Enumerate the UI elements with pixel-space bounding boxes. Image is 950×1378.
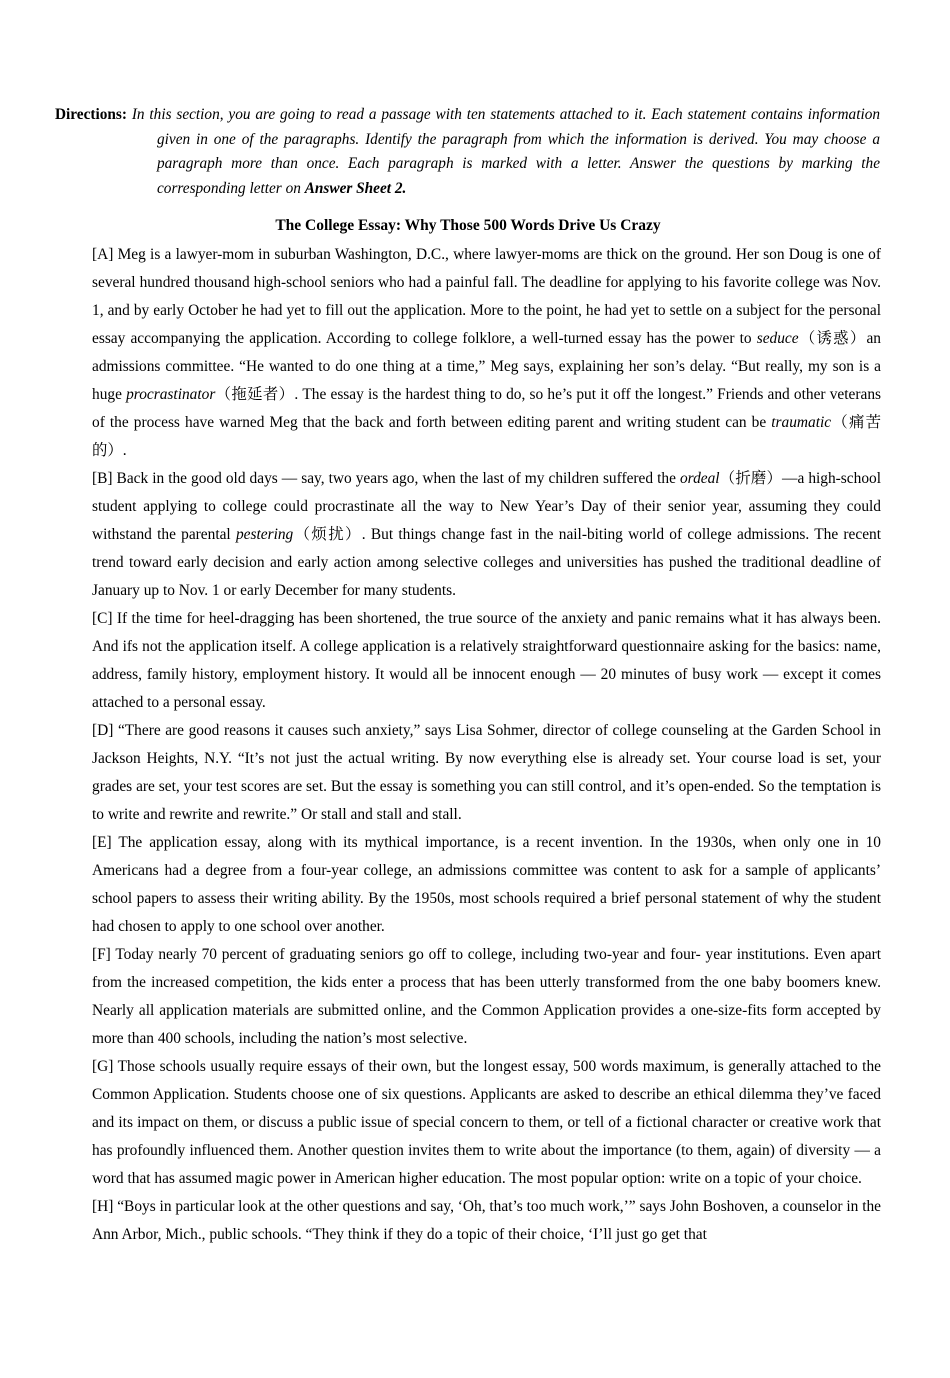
paragraph-c (92, 605, 881, 717)
paragraph-text: [G] Those schools usually require essays of their own, but the longest essay, 500 words maximum, is generally attached to the Common Application. Students choose one of six questions. Applicants are asked to describe an ethical dilemma they’ve faced and its impact on them, or discuss a public issue of special concern to them, or tell of a fictional character or creative work that has profoundly influenced them. Another question invites them to write about the importance (to them, again) of diversity — a word that has assumed magic power in American higher education. The most popular option: write on a topic of your choice. (92, 1058, 881, 1187)
paragraph-f (92, 941, 881, 1053)
passage-title: The College Essay: Why Those 500 Words Drive Us Crazy (275, 217, 661, 234)
paragraph-text: [A] Meg is a lawyer-mom in suburban Washington, D.C., where lawyer-moms are thick on the ground. Her son Doug is one of several hundred thousand high-school seniors who had a painful fall. The deadline for applying to his favorite college was Nov. 1, and by early October he had yet to fill out the application. More to the point, he had yet to settle on a subject for the personal essay accompanying the application. According to college folklore, a well-turned essay has the power to (92, 246, 881, 347)
paragraph-e (92, 829, 881, 941)
glossed-term: ordeal (679, 470, 720, 487)
paragraph-text: [C] If the time for heel-dragging has been shortened, the true source of the anxiety and panic remains what it has always been. And ifs not the application itself. A college application is a relatively straightforward questionnaire asking for the basics: name, address, family history, employment history. It would all be innocent enough — 20 minutes of busy work — except it comes attached to a personal essay. (92, 610, 881, 711)
paragraph-text: [H] “Boys in particular look at the other questions and say, ‘Oh, that’s too much work,’” says John Boshoven, a counselor in the Ann Arbor, Mich., public schools. “They think if they do a topic of their choice, ‘I’ll just go get that (92, 1198, 881, 1243)
paragraph-b (92, 465, 881, 605)
paragraph-text: [F] Today nearly 70 percent of graduating seniors go off to college, including two-year and four- year institutions. Even apart from the increased competition, the kids enter a process that has been utterly transformed from the one baby boomers knew. Nearly all application materials are submitted online, and the Common Application provides a one-size-fits form accepted by more than 400 schools, including the nation’s most selective. (92, 946, 881, 1047)
paragraph-text: （诱惑）an admissions committee. “He wanted to do one thing at a time,” Meg says, explaining her son’s delay. “But really, my son is a huge (92, 330, 881, 403)
directions-body: In this section, you are going to read a passage with ten statements attached to it. Each statement contains information given in one of the paragraphs. Identify the paragraph from which the information is derived. You may choose a paragraph more than once. Each paragraph is marked with a letter. Answer the questions by marking the corresponding letter on (131, 106, 880, 197)
glossed-term: pestering (235, 526, 294, 543)
directions (55, 103, 880, 201)
paragraph-text: （折磨）—a high-school student applying to college could procrastinate all the way to New Year’s Day of their senior year, assuming they could withstand the parental (92, 470, 881, 543)
paragraph-d (92, 717, 881, 829)
paragraph-text: （烦扰）. But things change fast in the nail-biting world of college admissions. The recent trend toward early decision and early action among selective colleges and universities has pushed the traditional deadline of January up to Nov. 1 or early December for many students. (92, 526, 881, 599)
paragraph-g (92, 1053, 881, 1193)
passage (92, 241, 881, 1249)
paragraph-text: （痛苦的）. (92, 414, 881, 459)
glossed-term: seduce (756, 330, 799, 347)
paragraph-text: [E] The application essay, along with its mythical importance, is a recent invention. In the 1930s, when only one in 10 Americans had a degree from a four-year college, an admissions committee was content to ask for a sample of applicants’ school papers to assess their writing ability. By the 1950s, most schools required a brief personal statement of why the student had chosen to apply to one school over another. (92, 834, 881, 935)
paragraph-a (92, 241, 881, 465)
glossed-term: traumatic (771, 414, 832, 431)
paragraph-text: （拖延者）. The essay is the hardest thing to do, so he’s put it off the longest.” Friends and other veterans of the process have warned Meg that the back and forth between editing parent and writing student can be (92, 386, 881, 431)
glossed-term: procrastinator (126, 386, 216, 403)
answer-sheet-ref: Answer Sheet 2. (304, 179, 407, 197)
paragraph-h (92, 1193, 881, 1249)
paragraph-text: [B] Back in the good old days — say, two years ago, when the last of my children suffered the (92, 470, 680, 487)
directions-text (132, 106, 880, 197)
paragraph-text: [D] “There are good reasons it causes such anxiety,” says Lisa Sohmer, director of college counseling at the Garden School in Jackson Heights, N.Y. “It’s not just the actual writing. By now everything else is already set. Your course load is set, your grades are set, your test scores are set. But the essay is something you can still control, and it’s open-ended. So the temptation is to write and rewrite and rewrite.” Or stall and stall and stall. (92, 722, 881, 823)
directions-label: Directions: (55, 106, 127, 123)
